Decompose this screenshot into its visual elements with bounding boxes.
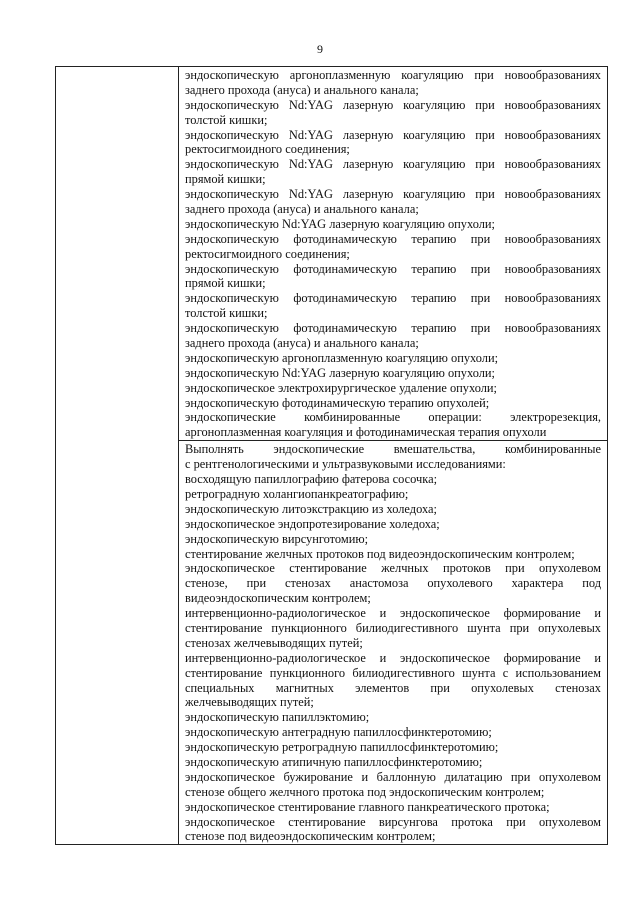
text-line: эндоскопическую Nd:YAG лазерную коагуляцию при новообразованиях (185, 127, 601, 142)
text-line: с рентгенологическими и ультразвуковыми исследованиями: (185, 457, 506, 472)
text-line: эндоскопическую аргоноплазменную коагуляцию опухоли; (185, 350, 499, 365)
text-line: эндоскопическую ретроградную папиллосфинктеротомию; (185, 740, 499, 755)
text-line: толстой кишки; (185, 306, 268, 321)
text-line: эндоскопическую антеградную папиллосфинктеротомию; (185, 725, 492, 740)
text-line: заднего прохода (ануса) и анального канала; (185, 202, 419, 217)
text-line: стенозах желчевыводящих путей; (185, 635, 363, 650)
text-line: стентирование пункционного билиодигестивного шунта при опухолевых (185, 620, 601, 635)
text-line: стентирование пункционного билиодигестивного шунта с использованием (185, 665, 601, 680)
text-line: эндоскопическую фотодинамическую терапию опухолей; (185, 395, 490, 410)
text-line: эндоскопическую фотодинамическую терапию при новообразованиях (185, 261, 601, 276)
text-line: эндоскопическую вирсунготомию; (185, 531, 369, 546)
text-line: эндоскопическую литоэкстракцию из холедоха; (185, 501, 437, 516)
text-line: специальных магнитных элементов при опухолевых стенозах (185, 680, 601, 695)
text-line: эндоскопическую атипичную папиллосфинктеротомию; (185, 754, 483, 769)
procedures-cell-endoscopic-coagulation (179, 67, 608, 441)
text-line: ретроградную холангиопанкреатографию; (185, 486, 409, 501)
text-line: эндоскопическое стентирование главного панкреатического протока; (185, 799, 550, 814)
text-line: стенозе под видеоэндоскопическим контролем; (185, 829, 436, 844)
text-line: эндоскопическое эндопротезирование холедоха; (185, 516, 440, 531)
text-line: эндоскопическое электрохирургическое удаление опухоли; (185, 380, 497, 395)
text-line: Выполнять эндоскопические вмешательства, комбинированные (185, 442, 601, 457)
text-line: прямой кишки; (185, 172, 266, 187)
text-block (179, 67, 607, 440)
document-table (55, 66, 608, 845)
text-line: ректосигмоидного соединения; (185, 142, 350, 157)
text-line: видеоэндоскопическим контролем; (185, 591, 371, 606)
text-line: стентирование желчных протоков под видеоэндоскопическим контролем; (185, 546, 575, 561)
left-column-cell (56, 67, 179, 845)
text-line: эндоскопическую фотодинамическую терапию при новообразованиях (185, 291, 601, 306)
text-line: эндоскопическую фотодинамическую терапию при новообразованиях (185, 321, 601, 336)
page-number: 9 (317, 42, 323, 56)
text-line: эндоскопическое стентирование желчных протоков при опухолевом (185, 561, 601, 576)
text-line: заднего прохода (ануса) и анального канала; (185, 82, 419, 97)
text-line: желчевыводящих путей; (185, 695, 314, 710)
text-line: эндоскопическую Nd:YAG лазерную коагуляцию при новообразованиях (185, 157, 601, 172)
text-line: эндоскопические комбинированные операции: электрорезекция, (185, 410, 601, 425)
text-line: интервенционно-радиологическое и эндоскопическое формирование и (185, 650, 601, 665)
text-line: эндоскопическую папиллэктомию; (185, 710, 370, 725)
text-line: интервенционно-радиологическое и эндоскопическое формирование и (185, 606, 601, 621)
procedures-cell-combined-interventions (179, 441, 608, 845)
text-block (179, 441, 607, 844)
text-line: эндоскопическую фотодинамическую терапию при новообразованиях (185, 231, 601, 246)
text-line: толстой кишки; (185, 112, 268, 127)
text-line: ректосигмоидного соединения; (185, 246, 350, 261)
text-line: эндоскопическое стентирование вирсунгова протока при опухолевом (185, 814, 601, 829)
text-line: прямой кишки; (185, 276, 266, 291)
table-row (56, 67, 608, 441)
text-line: эндоскопическую Nd:YAG лазерную коагуляцию при новообразованиях (185, 187, 601, 202)
text-line: заднего прохода (ануса) и анального канала; (185, 336, 419, 351)
text-line: эндоскопическую аргоноплазменную коагуляцию при новообразованиях (185, 68, 601, 82)
text-line: аргоноплазменная коагуляция и фотодинамическая терапия опухоли (185, 425, 547, 440)
text-line: эндоскопическую Nd:YAG лазерную коагуляцию при новообразованиях (185, 97, 601, 112)
text-line: эндоскопическую Nd:YAG лазерную коагуляцию опухоли; (185, 365, 495, 380)
text-line: стенозе общего желчного протока под эндоскопическим контролем; (185, 784, 545, 799)
text-line: эндоскопическое бужирование и баллонную дилатацию при опухолевом (185, 769, 601, 784)
text-line: стенозе, при стенозах анастомоза опухолевого характера под (185, 576, 601, 591)
text-line: восходящую папиллографию фатерова сосочка; (185, 472, 438, 487)
text-line: эндоскопическую Nd:YAG лазерную коагуляцию опухоли; (185, 216, 495, 231)
